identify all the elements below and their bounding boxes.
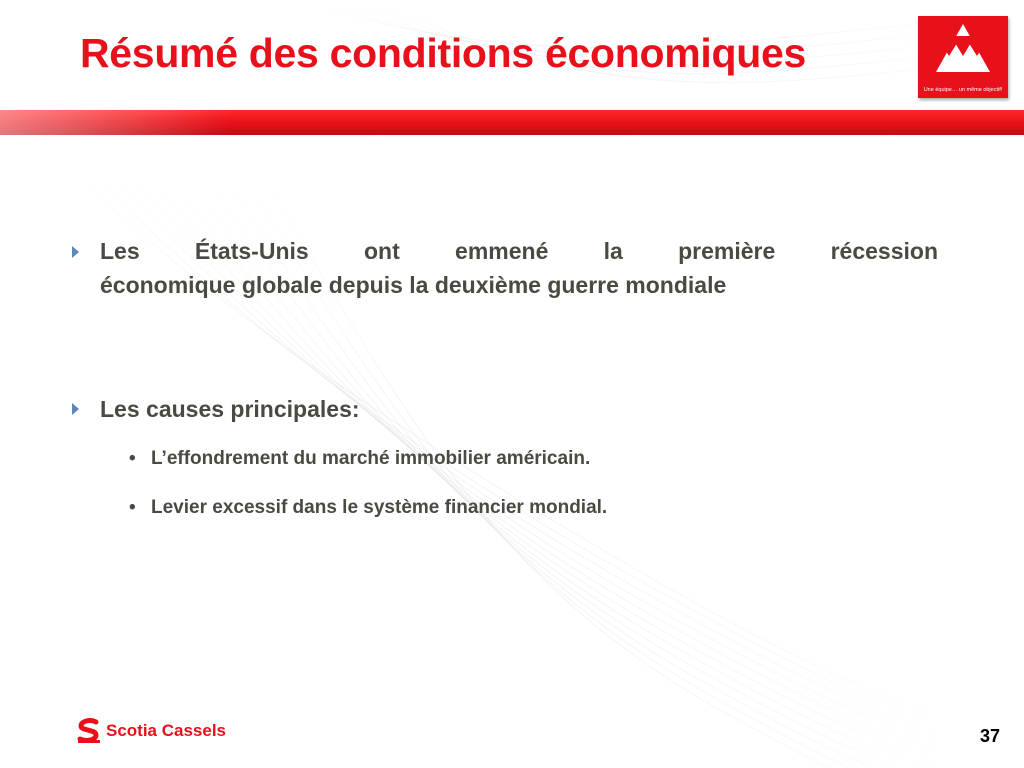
header-red-bar-highlight <box>0 110 230 135</box>
triangle-right-icon <box>72 246 79 258</box>
triangle-right-icon <box>72 403 79 415</box>
logo-tagline: Une équipe… un même objectif! <box>923 87 1003 93</box>
scotia-s-icon <box>76 718 102 744</box>
bullet-1 <box>100 234 938 302</box>
company-logo <box>918 16 1008 98</box>
sub-bullet-dot: • <box>129 497 136 518</box>
page-number: 37 <box>979 726 1000 746</box>
sub-bullet-1: L’effondrement du marché immobilier américain. <box>151 448 591 469</box>
sub-bullet-dot: • <box>129 448 136 469</box>
sub-bullet-2: Levier excessif dans le système financier mondial. <box>151 497 608 518</box>
footer-brand-name: Scotia Cassels <box>106 721 227 740</box>
page-title: Résumé des conditions économiques <box>80 30 806 76</box>
bullet-2: Les causes principales: <box>100 396 360 422</box>
bullet-1-line-1: Les États-Unis ont emmené la première récession <box>100 238 938 264</box>
triangle-logo-icon <box>918 16 1008 98</box>
bullet-1-line-2: économique globale depuis la deuxième guerre mondiale <box>100 272 727 298</box>
